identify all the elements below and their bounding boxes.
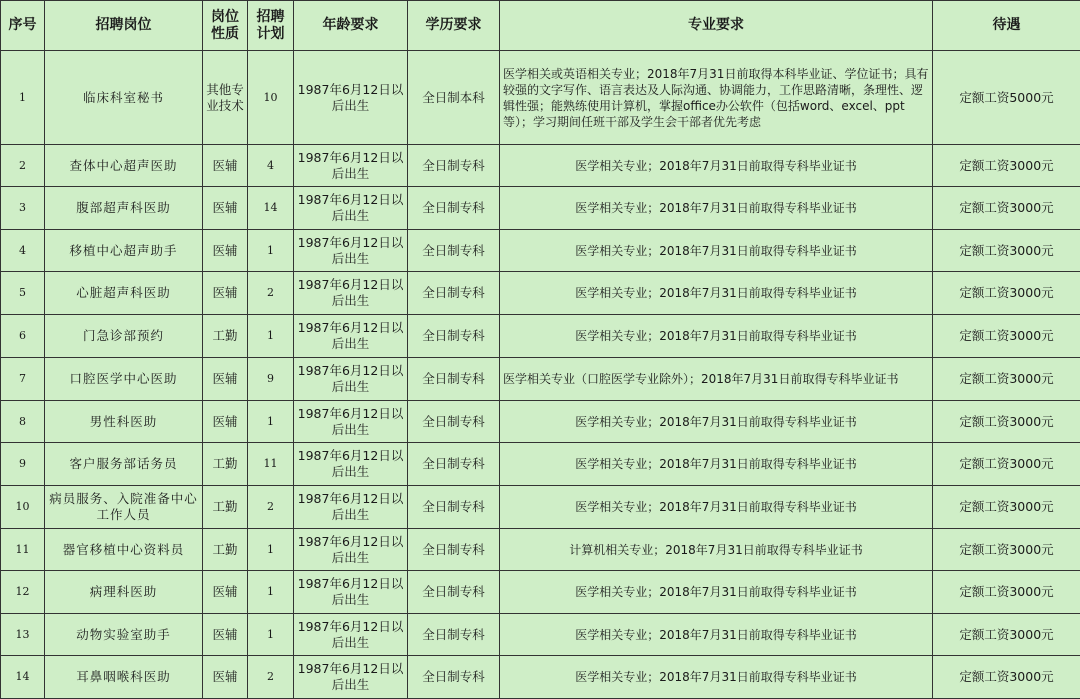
header-salary: 待遇 <box>933 1 1080 51</box>
cell-index: 10 <box>1 486 45 529</box>
cell-plan: 14 <box>248 187 294 230</box>
cell-salary: 定额工资3000元 <box>933 358 1080 401</box>
cell-index: 11 <box>1 529 45 571</box>
table-row <box>1 443 1080 486</box>
cell-salary: 定额工资3000元 <box>933 486 1080 529</box>
table-row <box>1 401 1080 443</box>
cell-plan: 1 <box>248 230 294 272</box>
cell-nature: 医辅 <box>203 145 248 187</box>
cell-major: 医学相关专业；2018年7月31日前取得专科毕业证书 <box>500 656 933 699</box>
cell-education: 全日制专科 <box>408 145 500 187</box>
cell-age: 1987年6月12日以后出生 <box>294 272 408 315</box>
cell-age: 1987年6月12日以后出生 <box>294 51 408 145</box>
cell-nature: 医辅 <box>203 656 248 699</box>
cell-plan: 4 <box>248 145 294 187</box>
cell-major: 医学相关专业；2018年7月31日前取得专科毕业证书 <box>500 315 933 358</box>
table-row <box>1 51 1080 145</box>
table-row <box>1 486 1080 529</box>
cell-salary: 定额工资3000元 <box>933 315 1080 358</box>
cell-salary: 定额工资3000元 <box>933 443 1080 486</box>
cell-education: 全日制专科 <box>408 230 500 272</box>
cell-nature: 医辅 <box>203 614 248 656</box>
cell-salary: 定额工资3000元 <box>933 145 1080 187</box>
cell-nature: 工勤 <box>203 486 248 529</box>
header-education: 学历要求 <box>408 1 500 51</box>
header-major: 专业要求 <box>500 1 933 51</box>
cell-position: 男性科医助 <box>45 401 203 443</box>
header-nature-line1: 岗位 <box>211 9 239 25</box>
cell-plan: 10 <box>248 51 294 145</box>
cell-index: 12 <box>1 571 45 614</box>
cell-position: 耳鼻咽喉科医助 <box>45 656 203 699</box>
cell-education: 全日制专科 <box>408 486 500 529</box>
header-index: 序号 <box>1 1 45 51</box>
cell-position: 腹部超声科医助 <box>45 187 203 230</box>
cell-age: 1987年6月12日以后出生 <box>294 656 408 699</box>
cell-major: 医学相关专业（口腔医学专业除外）；2018年7月31日前取得专科毕业证书 <box>500 358 933 401</box>
cell-index: 4 <box>1 230 45 272</box>
cell-age: 1987年6月12日以后出生 <box>294 145 408 187</box>
cell-major: 计算机相关专业；2018年7月31日前取得专科毕业证书 <box>500 529 933 571</box>
cell-age: 1987年6月12日以后出生 <box>294 529 408 571</box>
cell-index: 5 <box>1 272 45 315</box>
cell-nature: 医辅 <box>203 187 248 230</box>
cell-major: 医学相关专业；2018年7月31日前取得专科毕业证书 <box>500 272 933 315</box>
header-nature-line2: 性质 <box>211 26 239 42</box>
table-row <box>1 571 1080 614</box>
table-row <box>1 187 1080 230</box>
cell-salary: 定额工资3000元 <box>933 656 1080 699</box>
cell-position: 门急诊部预约 <box>45 315 203 358</box>
cell-index: 13 <box>1 614 45 656</box>
table-row <box>1 358 1080 401</box>
cell-salary: 定额工资3000元 <box>933 401 1080 443</box>
table-row <box>1 529 1080 571</box>
cell-position: 器官移植中心资料员 <box>45 529 203 571</box>
cell-salary: 定额工资5000元 <box>933 51 1080 145</box>
cell-nature: 医辅 <box>203 272 248 315</box>
cell-index: 2 <box>1 145 45 187</box>
cell-index: 14 <box>1 656 45 699</box>
cell-education: 全日制专科 <box>408 529 500 571</box>
table-row <box>1 145 1080 187</box>
cell-position: 心脏超声科医助 <box>45 272 203 315</box>
cell-index: 3 <box>1 187 45 230</box>
cell-position: 动物实验室助手 <box>45 614 203 656</box>
header-row <box>1 1 1080 51</box>
cell-education: 全日制专科 <box>408 187 500 230</box>
cell-plan: 1 <box>248 315 294 358</box>
cell-position: 口腔医学中心医助 <box>45 358 203 401</box>
cell-education: 全日制专科 <box>408 656 500 699</box>
cell-major: 医学相关专业；2018年7月31日前取得专科毕业证书 <box>500 230 933 272</box>
cell-salary: 定额工资3000元 <box>933 230 1080 272</box>
cell-salary: 定额工资3000元 <box>933 529 1080 571</box>
cell-education: 全日制专科 <box>408 272 500 315</box>
cell-nature: 医辅 <box>203 230 248 272</box>
cell-major: 医学相关或英语相关专业；2018年7月31日前取得本科毕业证、学位证书；具有较强的文字写作、语言表达及人际沟通、协调能力，工作思路清晰，条理性、逻辑性强；能熟练使用计算机，掌握office办公软件（包括word、excel、ppt等）；学习期间任班干部及学生会干部者优先考虑 <box>500 51 933 145</box>
cell-plan: 1 <box>248 401 294 443</box>
table-row <box>1 656 1080 699</box>
cell-major: 医学相关专业；2018年7月31日前取得专科毕业证书 <box>500 486 933 529</box>
cell-position: 查体中心超声医助 <box>45 145 203 187</box>
header-plan <box>248 1 294 51</box>
table-row <box>1 230 1080 272</box>
cell-age: 1987年6月12日以后出生 <box>294 486 408 529</box>
cell-nature: 医辅 <box>203 358 248 401</box>
table-row <box>1 272 1080 315</box>
cell-major: 医学相关专业；2018年7月31日前取得专科毕业证书 <box>500 145 933 187</box>
cell-position: 病理科医助 <box>45 571 203 614</box>
cell-nature: 工勤 <box>203 443 248 486</box>
cell-age: 1987年6月12日以后出生 <box>294 187 408 230</box>
cell-nature: 医辅 <box>203 401 248 443</box>
cell-salary: 定额工资3000元 <box>933 614 1080 656</box>
cell-nature: 医辅 <box>203 571 248 614</box>
cell-age: 1987年6月12日以后出生 <box>294 315 408 358</box>
cell-age: 1987年6月12日以后出生 <box>294 401 408 443</box>
cell-salary: 定额工资3000元 <box>933 187 1080 230</box>
cell-plan: 1 <box>248 571 294 614</box>
cell-major: 医学相关专业；2018年7月31日前取得专科毕业证书 <box>500 401 933 443</box>
header-age: 年龄要求 <box>294 1 408 51</box>
cell-major: 医学相关专业；2018年7月31日前取得专科毕业证书 <box>500 443 933 486</box>
header-plan-line2: 计划 <box>257 26 285 42</box>
cell-education: 全日制本科 <box>408 51 500 145</box>
header-nature <box>203 1 248 51</box>
cell-salary: 定额工资3000元 <box>933 272 1080 315</box>
cell-position: 临床科室秘书 <box>45 51 203 145</box>
cell-major: 医学相关专业；2018年7月31日前取得专科毕业证书 <box>500 571 933 614</box>
cell-age: 1987年6月12日以后出生 <box>294 358 408 401</box>
cell-index: 6 <box>1 315 45 358</box>
cell-age: 1987年6月12日以后出生 <box>294 571 408 614</box>
cell-education: 全日制专科 <box>408 401 500 443</box>
cell-education: 全日制专科 <box>408 358 500 401</box>
table-row <box>1 315 1080 358</box>
cell-plan: 2 <box>248 656 294 699</box>
table-body <box>1 51 1080 699</box>
cell-position: 病员服务、入院准备中心工作人员 <box>45 486 203 529</box>
cell-position: 客户服务部话务员 <box>45 443 203 486</box>
cell-index: 8 <box>1 401 45 443</box>
cell-index: 9 <box>1 443 45 486</box>
cell-plan: 2 <box>248 486 294 529</box>
cell-education: 全日制专科 <box>408 315 500 358</box>
table-row <box>1 614 1080 656</box>
cell-plan: 9 <box>248 358 294 401</box>
cell-position: 移植中心超声助手 <box>45 230 203 272</box>
header-plan-line1: 招聘 <box>257 9 285 25</box>
cell-education: 全日制专科 <box>408 571 500 614</box>
cell-plan: 11 <box>248 443 294 486</box>
cell-plan: 1 <box>248 614 294 656</box>
cell-major: 医学相关专业；2018年7月31日前取得专科毕业证书 <box>500 187 933 230</box>
cell-index: 1 <box>1 51 45 145</box>
header-position: 招聘岗位 <box>45 1 203 51</box>
cell-education: 全日制专科 <box>408 443 500 486</box>
cell-plan: 1 <box>248 529 294 571</box>
cell-major: 医学相关专业；2018年7月31日前取得专科毕业证书 <box>500 614 933 656</box>
cell-age: 1987年6月12日以后出生 <box>294 230 408 272</box>
cell-age: 1987年6月12日以后出生 <box>294 614 408 656</box>
cell-index: 7 <box>1 358 45 401</box>
cell-education: 全日制专科 <box>408 614 500 656</box>
cell-nature: 工勤 <box>203 529 248 571</box>
cell-nature: 工勤 <box>203 315 248 358</box>
cell-plan: 2 <box>248 272 294 315</box>
cell-age: 1987年6月12日以后出生 <box>294 443 408 486</box>
cell-nature: 其他专业技术 <box>203 51 248 145</box>
cell-salary: 定额工资3000元 <box>933 571 1080 614</box>
